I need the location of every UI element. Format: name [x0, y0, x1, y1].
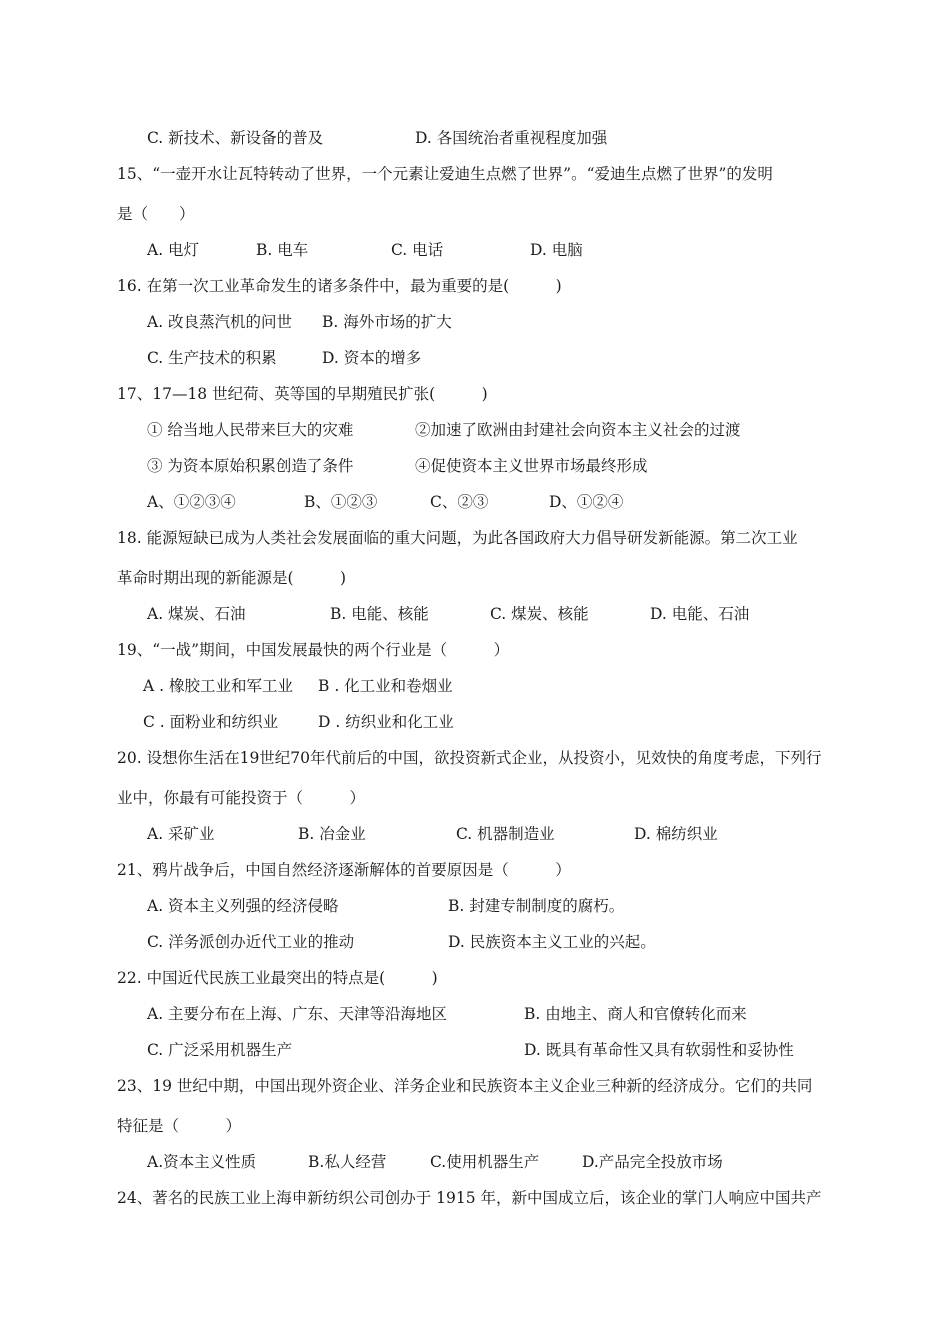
text-line: D. 各国统治者重视程度加强: [415, 129, 608, 147]
text-line: B. 电能、核能: [330, 605, 429, 623]
text-line: C. 煤炭、核能: [490, 605, 589, 623]
text-line: B. 由地主、商人和官僚转化而来: [524, 1005, 747, 1023]
text-line: C. 机器制造业: [456, 825, 555, 843]
text-line: ③ 为资本原始积累创造了条件: [147, 457, 354, 475]
text-line: D. 棉纺织业: [634, 825, 718, 843]
text-line: D、①②④: [549, 493, 624, 511]
text-line: C、②③: [430, 493, 489, 511]
text-line: D. 电脑: [530, 241, 583, 259]
text-line: 24、著名的民族工业上海申新纺织公司创办于 1915 年，新中国成立后，该企业的掌门人响应中国共产: [117, 1189, 822, 1207]
text-line: C.使用机器生产: [430, 1153, 540, 1171]
text-line: 18. 能源短缺已成为人类社会发展面临的重大问题，为此各国政府大力倡导研发新能源。第二次工业: [117, 529, 798, 547]
text-line: A.资本主义性质: [147, 1153, 257, 1171]
text-line: D. 民族资本主义工业的兴起。: [448, 933, 656, 951]
text-line: 17、17—18 世纪荷、英等国的早期殖民扩张( ): [117, 385, 488, 403]
text-line: 15、“一壶开水让瓦特转动了世界，一个元素让爱迪生点燃了世界”。“爱迪生点燃了世界”的发明: [117, 165, 773, 183]
text-line: A. 主要分布在上海、广东、天津等沿海地区: [147, 1005, 448, 1023]
text-line: B . 化工业和卷烟业: [318, 677, 453, 695]
text-line: C. 电话: [391, 241, 444, 259]
text-line: B. 海外市场的扩大: [322, 313, 452, 331]
text-line: ① 给当地人民带来巨大的灾难: [147, 421, 354, 439]
text-line: ②加速了欧洲由封建社会向资本主义社会的过渡: [415, 421, 741, 439]
text-line: A、①②③④: [147, 493, 236, 511]
text-line: A. 改良蒸汽机的问世: [147, 313, 293, 331]
text-line: D.产品完全投放市场: [582, 1153, 723, 1171]
text-line: B.私人经营: [308, 1153, 387, 1171]
text-line: ④促使资本主义世界市场最终形成: [415, 457, 648, 475]
text-line: 19、“一战”期间，中国发展最快的两个行业是（ ）: [117, 641, 510, 659]
text-line: B. 冶金业: [298, 825, 366, 843]
text-line: 20. 设想你生活在19世纪70年代前后的中国，欲投资新式企业，从投资小，见效快的角度考虑，下列行: [117, 749, 822, 767]
text-line: 革命时期出现的新能源是( ): [117, 569, 347, 587]
text-line: 22. 中国近代民族工业最突出的特点是( ): [117, 969, 438, 987]
text-line: D. 电能、石油: [650, 605, 750, 623]
text-line: 16. 在第一次工业革命发生的诸多条件中，最为重要的是( ): [117, 277, 562, 295]
text-line: 业中，你最有可能投资于（ ）: [117, 789, 366, 807]
text-line: C . 面粉业和纺织业: [143, 713, 279, 731]
text-line: C. 广泛采用机器生产: [147, 1041, 293, 1059]
text-line: A. 电灯: [147, 241, 200, 259]
text-line: B、①②③: [304, 493, 378, 511]
text-line: 特征是（ ）: [117, 1117, 242, 1135]
text-line: A. 采矿业: [147, 825, 215, 843]
text-line: D. 既具有革命性又具有软弱性和妥协性: [524, 1041, 794, 1059]
text-line: D . 纺织业和化工业: [318, 713, 454, 731]
text-line: D. 资本的增多: [322, 349, 422, 367]
text-line: C. 生产技术的积累: [147, 349, 277, 367]
text-line: B. 封建专制制度的腐朽。: [448, 897, 625, 915]
text-line: A. 资本主义列强的经济侵略: [147, 897, 339, 915]
text-line: 23、19 世纪中期，中国出现外资企业、洋务企业和民族资本主义企业三种新的经济成分。它们的共同: [117, 1077, 813, 1095]
text-line: C. 新技术、新设备的普及: [147, 129, 324, 147]
text-line: A . 橡胶工业和军工业: [143, 677, 293, 695]
text-line: B. 电车: [256, 241, 309, 259]
text-line: 是（ ）: [117, 205, 195, 223]
text-line: C. 洋务派创办近代工业的推动: [147, 933, 355, 951]
text-line: A. 煤炭、石油: [147, 605, 246, 623]
text-line: 21、鸦片战争后，中国自然经济逐渐解体的首要原因是（ ）: [117, 861, 571, 879]
